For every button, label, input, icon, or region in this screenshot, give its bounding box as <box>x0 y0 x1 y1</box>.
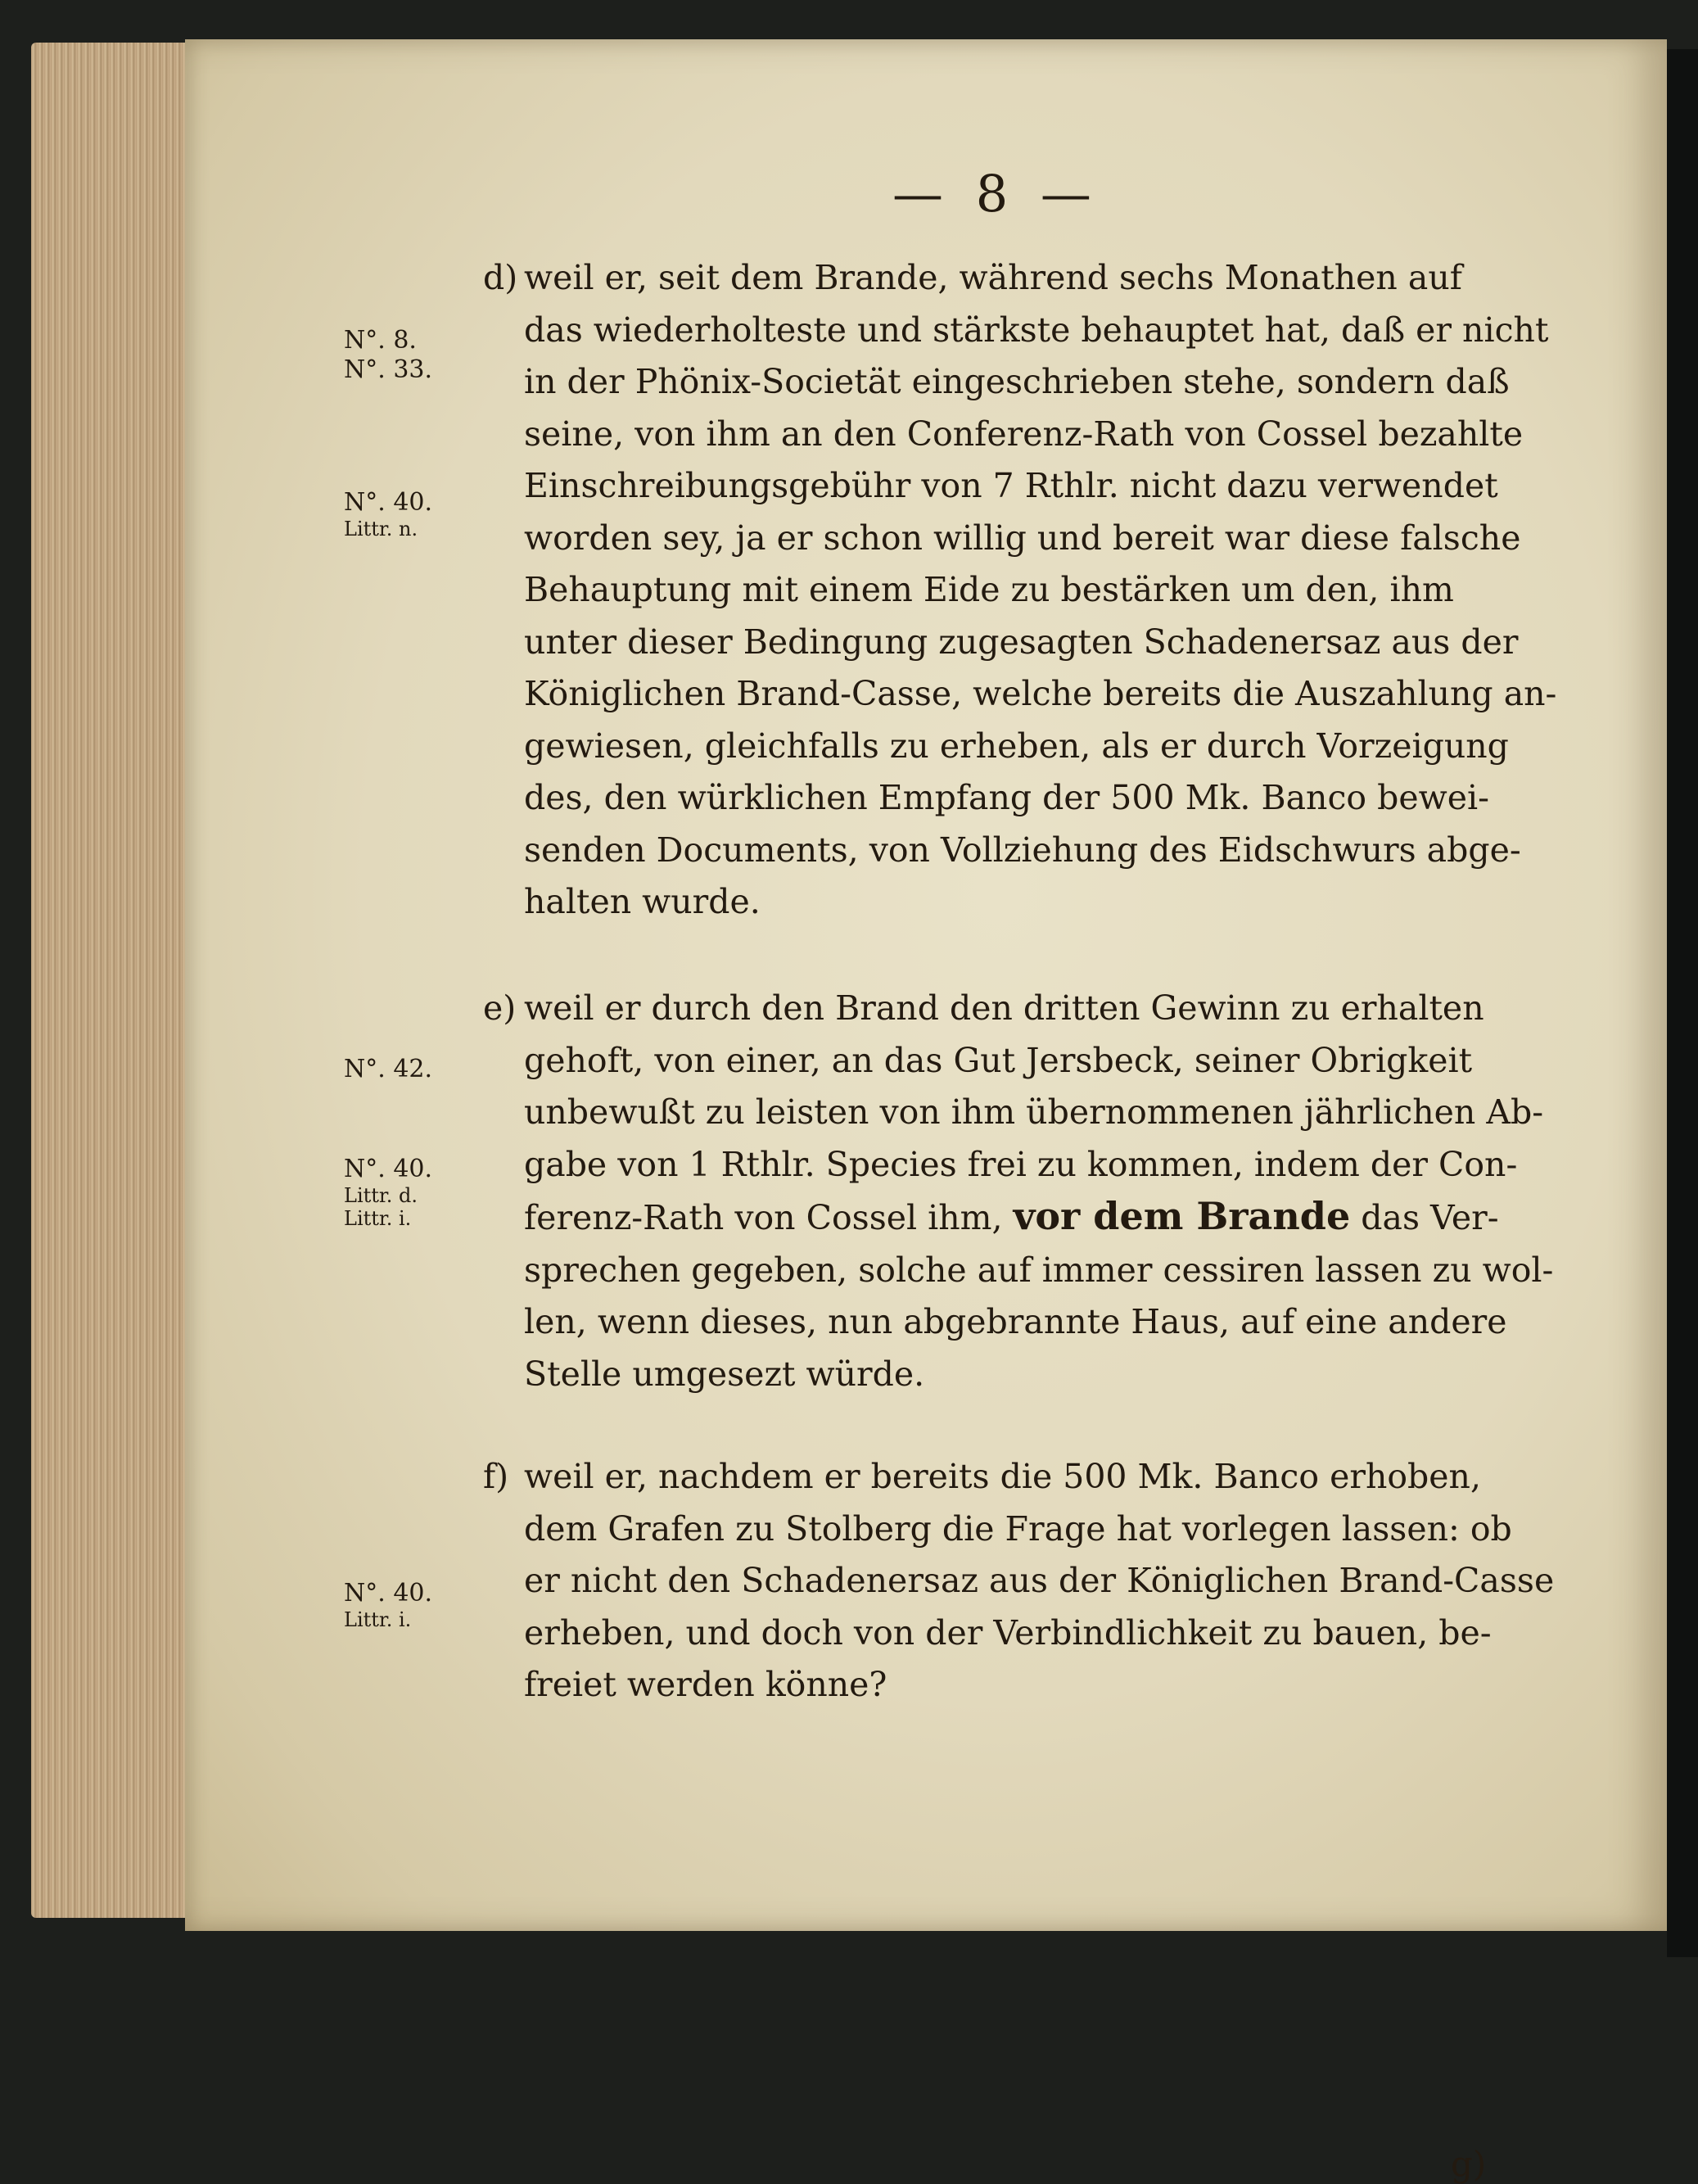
margin-note-line: N°. 33. <box>344 355 433 384</box>
margin-note-line: N°. 40. <box>344 488 433 517</box>
page-number: — 8 — <box>892 164 1100 224</box>
text-line: seine, von ihm an den Conferenz-Rath von Cossel bezahlte <box>524 414 1524 454</box>
paragraph-label: f) <box>483 1457 509 1496</box>
margin-note-line: Littr. i. <box>344 1207 412 1230</box>
text-line: des, den würklichen Empfang der 500 Mk. Banco bewei- <box>524 778 1489 817</box>
margin-note-line: Littr. i. <box>344 1608 412 1631</box>
text-line: Einschreibungsgebühr von 7 Rthlr. nicht dazu verwendet <box>524 466 1498 505</box>
text-line: dem Grafen zu Stolberg die Frage hat vorlegen lassen: ob <box>524 1508 1512 1549</box>
text-line: er nicht den Schadenersaz aus der Königlichen Brand-Casse <box>524 1561 1555 1600</box>
text-line: halten wurde. <box>524 882 761 921</box>
text-line: len, wenn dieses, nun abgebrannte Haus, auf eine andere <box>524 1302 1507 1341</box>
text-line: freiet werden könne? <box>524 1665 887 1704</box>
margin-note-line: Littr. n. <box>344 518 418 540</box>
margin-note-line: N°. 40. <box>344 1155 433 1183</box>
text-line: sprechen gegeben, solche auf immer cessiren lassen zu wol- <box>524 1250 1554 1290</box>
paragraph-label: e) <box>483 988 517 1028</box>
margin-note <box>344 326 432 385</box>
text-line: weil er, seit dem Brande, während sechs Monathen auf <box>524 258 1462 297</box>
paragraph-d <box>483 252 1557 929</box>
margin-note <box>344 1155 432 1230</box>
paragraph-e <box>483 983 1554 1400</box>
text-line: weil er durch den Brand den dritten Gewinn zu erhalten <box>524 988 1484 1028</box>
text-run: das Ver- <box>1361 1198 1499 1237</box>
text-line: Königlichen Brand-Casse, welche bereits die Auszahlung an- <box>524 674 1557 713</box>
margin-note <box>344 1579 432 1631</box>
text-line: unbewußt zu leisten von ihm übernommenen jährlichen Ab- <box>524 1092 1544 1132</box>
text-line: Behauptung mit einem Eide zu bestärken um den, ihm <box>524 570 1454 609</box>
text-line: Stelle umgesezt würde. <box>524 1354 925 1394</box>
emphasized-text: vor dem Brande <box>1013 1194 1351 1238</box>
text-line: worden sey, ja er schon willig und bereit war diese falsche <box>524 518 1521 558</box>
margin-note-line: Littr. d. <box>344 1184 418 1207</box>
paragraph-label: d) <box>483 258 518 297</box>
margin-note-line: N°. 40. <box>344 1579 433 1607</box>
text-line: senden Documents, von Vollziehung des Eidschwurs abge- <box>524 830 1521 870</box>
text-line: weil er, nachdem er bereits die 500 Mk. Banco erhoben, <box>524 1457 1482 1496</box>
margin-note-line: N°. 8. <box>344 326 417 355</box>
text-line: in der Phönix-Societät eingeschrieben stehe, sondern daß <box>524 362 1510 401</box>
text-line <box>524 1191 1502 1245</box>
text-line: gewiesen, gleichfalls zu erheben, als er durch Vorzeigung <box>524 726 1509 766</box>
book-page-edges <box>31 43 187 1918</box>
text-line: das wiederholteste und stärkste behauptet hat, daß er nicht <box>524 310 1549 350</box>
text-line: gehoft, von einer, an das Gut Jersbeck, seiner Obrigkeit <box>524 1040 1473 1080</box>
margin-note-line: N°. 42. <box>344 1055 433 1083</box>
margin-note <box>344 488 432 540</box>
text-line: unter dieser Bedingung zugesagten Schadenersaz aus der <box>524 622 1519 662</box>
text-line: gabe von 1 Rthlr. Species frei zu kommen, indem der Con- <box>524 1144 1518 1184</box>
text-run: ferenz-Rath von Cossel ihm, <box>524 1198 1003 1237</box>
scan-background <box>1667 49 1698 1957</box>
paragraph-f <box>483 1451 1555 1711</box>
margin-note <box>344 1055 432 1084</box>
catchword: g) <box>1451 2144 1487 2184</box>
text-line: erheben, und doch von der Verbindlichkeit zu bauen, be- <box>524 1612 1492 1653</box>
